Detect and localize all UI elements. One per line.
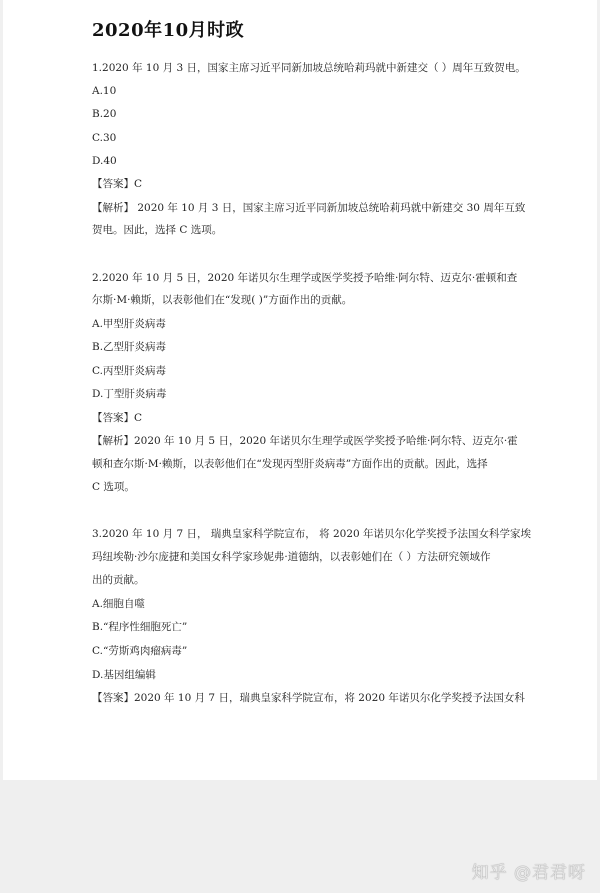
question-2-text-line: 2.2020 年 10 月 5 日，2020 年诺贝尔生理学或医学奖授予哈维·阿尔特、迈克尔·霍顿和查 [92,272,518,284]
question-3-text-line: 玛纽埃勒·沙尔庞捷和美国女科学家珍妮弗·道德纳，以表彰她们在（ ）方法研究领域作 [92,551,491,563]
question-1-analysis-line: 【解析】 2020 年 10 月 3 日，国家主席习近平同新加坡总统哈莉玛就中新建交 30 周年互致 [92,202,526,214]
question-2-analysis-line: 顿和查尔斯·M·赖斯，以表彰他们在“发现丙型肝炎病毒”方面作出的贡献。因此，选择 [92,458,488,470]
question-3-option-d: D.基因组编辑 [92,669,156,681]
question-1-analysis-line: 贺电。因此，选择 C 选项。 [92,224,223,236]
question-2-option-c: C.丙型肝炎病毒 [92,365,166,377]
question-3-option-b: B.“程序性细胞死亡” [92,621,188,633]
page-title: 2020年10月时政 [92,20,245,41]
question-3-text-line: 3.2020 年 10 月 7 日， 瑞典皇家科学院宣布， 将 2020 年诺贝尔化学奖授予法国女科学家埃 [92,528,532,540]
watermark: 知乎 @君君呀 [471,863,586,883]
question-2-text-line: 尔斯·M·赖斯，以表彰他们在“发现( )”方面作出的贡献。 [92,294,353,306]
question-2-option-b: B.乙型肝炎病毒 [92,341,167,353]
question-2-analysis-line: 【解析】2020 年 10 月 5 日，2020 年诺贝尔生理学或医学奖授予哈维·阿尔特、迈克尔·霍 [92,435,518,447]
question-1-option-c: C.30 [92,132,117,144]
question-2-option-d: D.丁型肝炎病毒 [92,388,167,400]
question-1-text: 1.2020 年 10 月 3 日，国家主席习近平同新加坡总统哈莉玛就中新建交（ ）周年互致贺电。 [92,62,526,74]
question-3-text-line: 出的贡献。 [92,574,145,586]
question-3-option-a: A.细胞自噬 [92,598,145,610]
question-1-option-d: D.40 [92,155,117,167]
question-3-option-c: C.“劳斯鸡肉瘤病毒” [92,645,188,657]
question-2-answer: 【答案】C [92,412,143,424]
question-1-option-a: A.10 [92,85,117,97]
question-2-option-a: A.甲型肝炎病毒 [92,318,166,330]
question-3-answer: 【答案】2020 年 10 月 7 日，瑞典皇家科学院宣布，将 2020 年诺贝尔化学奖授予法国女科 [92,692,525,704]
question-1-answer: 【答案】C [92,178,143,190]
question-2-analysis-line: C 选项。 [92,481,135,493]
question-1-option-b: B.20 [92,108,117,120]
